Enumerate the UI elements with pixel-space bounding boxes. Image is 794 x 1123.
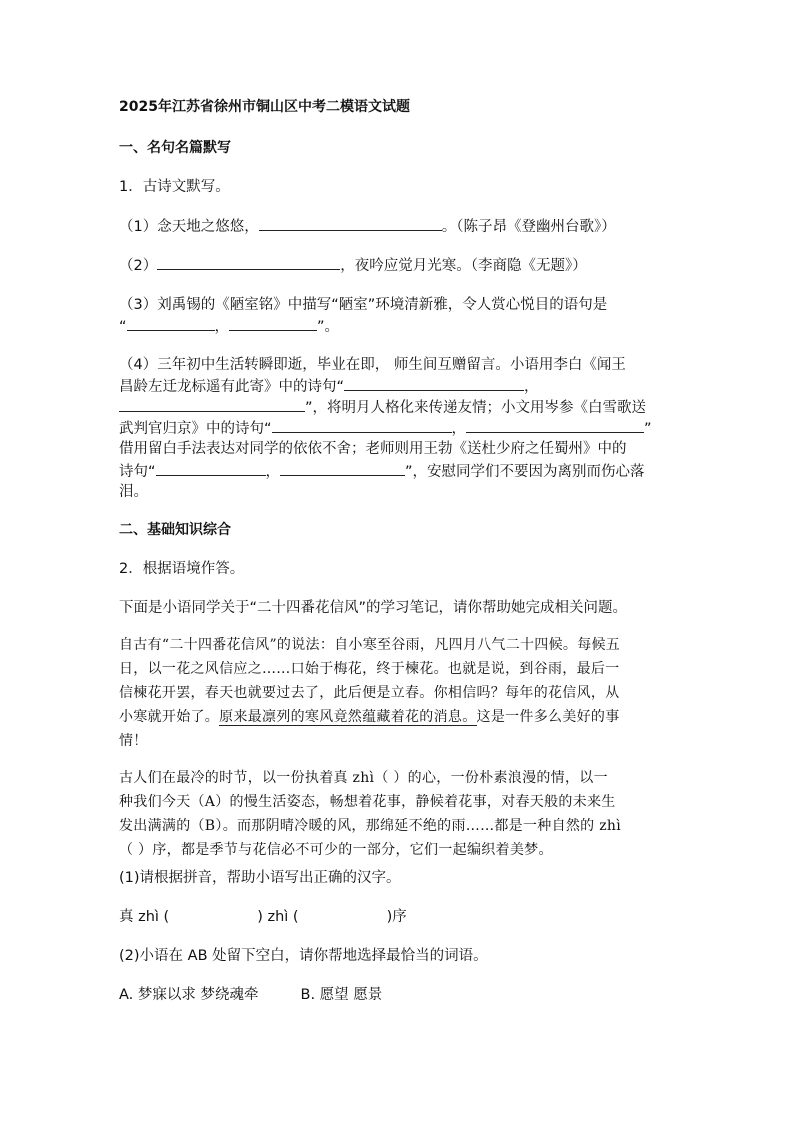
question-1-item-4-line-2: 昌龄左迁龙标遥有此寄》中的诗句“ ， (119, 376, 539, 397)
question-1-item-4-line-1: （4）三年初中生活转瞬即逝，毕业在即， 师生间互赠留言。小语用李白《闻王 (119, 357, 626, 373)
answer-blank[interactable] (280, 461, 405, 476)
question-1-item-4-line-3: ”，将明月人格化来传递友情；小文用岑参《白雪歌送 (119, 397, 646, 418)
document-title: 2025年江苏省徐州市铜山区中考二模语文试题 (119, 99, 410, 115)
question-1-item-3-line-1: （3）刘禹锡的《陋室铭》中描写“陋室”环境清新雅，令人赏心悦目的语句是 (119, 297, 608, 313)
question-1-item-4-line-6: 诗句“ ， ”，安慰同学们不要因为离别而伤心落 (119, 461, 645, 482)
underlined-sentence: 原来最凛列的寒风竟然蕴藏着花的消息。 (219, 709, 477, 725)
question-1: 1．古诗文默写。 (119, 179, 230, 195)
passage-1-line-3: 信楝花开罢，春天也就要过去了，此后便是立春。你相信吗？每年的花信风，从 (119, 685, 620, 701)
sub-question-2: (2)小语在 AB 处留下空白，请你帮地选择最恰当的词语。 (119, 948, 488, 964)
option-a: A. 梦寐以求 梦绕魂牵 (119, 987, 259, 1003)
answer-blank[interactable] (229, 316, 317, 331)
question-1-item-4-line-7: 泪。 (119, 484, 148, 500)
answer-blank[interactable] (259, 216, 442, 231)
item-1-prefix: （1）念天地之悠悠， (119, 219, 259, 235)
passage-1-line-1: 自古有“二十四番花信风”的说法：自小寒至谷雨，凡四月八气二十四候。每候五 (119, 637, 621, 653)
item-2-suffix: ，夜吟应觉月光寒。（李商隐《无题》） (340, 258, 587, 274)
question-1-item-4-line-4: 武判官归京》中的诗句“ ， ” (119, 418, 652, 439)
section-heading-2: 二、基础知识综合 (119, 522, 231, 538)
answer-blank[interactable] (272, 418, 452, 433)
item-2-prefix: （2） (119, 258, 158, 274)
passage-1-line-2: 日，以一花之风信应之……口始于梅花，终于楝花。也就是说，到谷雨，最后一 (119, 661, 620, 677)
section-heading-1: 一、名句名篇默写 (119, 140, 231, 156)
passage-1-line-5: 情！ (119, 733, 148, 749)
answer-blank[interactable] (119, 397, 305, 412)
option-b: B. 愿望 愿景 (300, 987, 383, 1003)
answer-blank[interactable] (157, 255, 340, 270)
passage-2-line-4: （ ）序，都是季节与花信必不可少的一部分，它们一起编织着美梦。 (119, 842, 553, 858)
passage-2-line-2: 种我们今天（A）的慢生活姿态，畅想着花事，静候着花事，对春天般的未来生 (119, 794, 616, 810)
question-1-item-3-line-2: “ ， ”。 (119, 316, 339, 337)
passage-1-line-4: 小寒就开始了。原来最凛列的寒风竟然蕴藏着花的消息。这是一件多么美好的事 (119, 709, 620, 725)
passage-2-line-1: 古人们在最冷的时节，以一份执着真 zhì（ ）的心，一份朴素浪漫的情，以一 (119, 770, 608, 786)
question-2-intro: 下面是小语同学关于“二十四番花信风”的学习笔记，请你帮助她完成相关问题。 (119, 600, 628, 616)
question-1-item-1 (119, 216, 616, 237)
question-1-item-2 (119, 255, 587, 276)
answer-blank[interactable] (466, 418, 644, 433)
question-2: 2．根据语境作答。 (119, 561, 245, 577)
passage-2-line-3: 发出满满的（B）。而那阴晴冷暖的风，那绵延不绝的雨……都是一种自然的 zhì (119, 818, 622, 834)
question-1-item-4-line-5: 借用留白手法表达对同学的依依不舍；老师则用王勃《送杜少府之任蜀州》中的 (119, 441, 627, 457)
options-row (119, 985, 382, 1005)
sub-question-1-answer: 真 zhì ( ) zhì ( )序 (119, 909, 407, 925)
answer-blank[interactable] (156, 461, 266, 476)
item-1-suffix: 。（陈子昂《登幽州台歌》） (441, 219, 616, 235)
answer-blank[interactable] (127, 316, 215, 331)
answer-blank[interactable] (344, 376, 524, 391)
sub-question-1: (1)请根据拼音，帮助小语写出正确的汉字。 (119, 870, 401, 886)
